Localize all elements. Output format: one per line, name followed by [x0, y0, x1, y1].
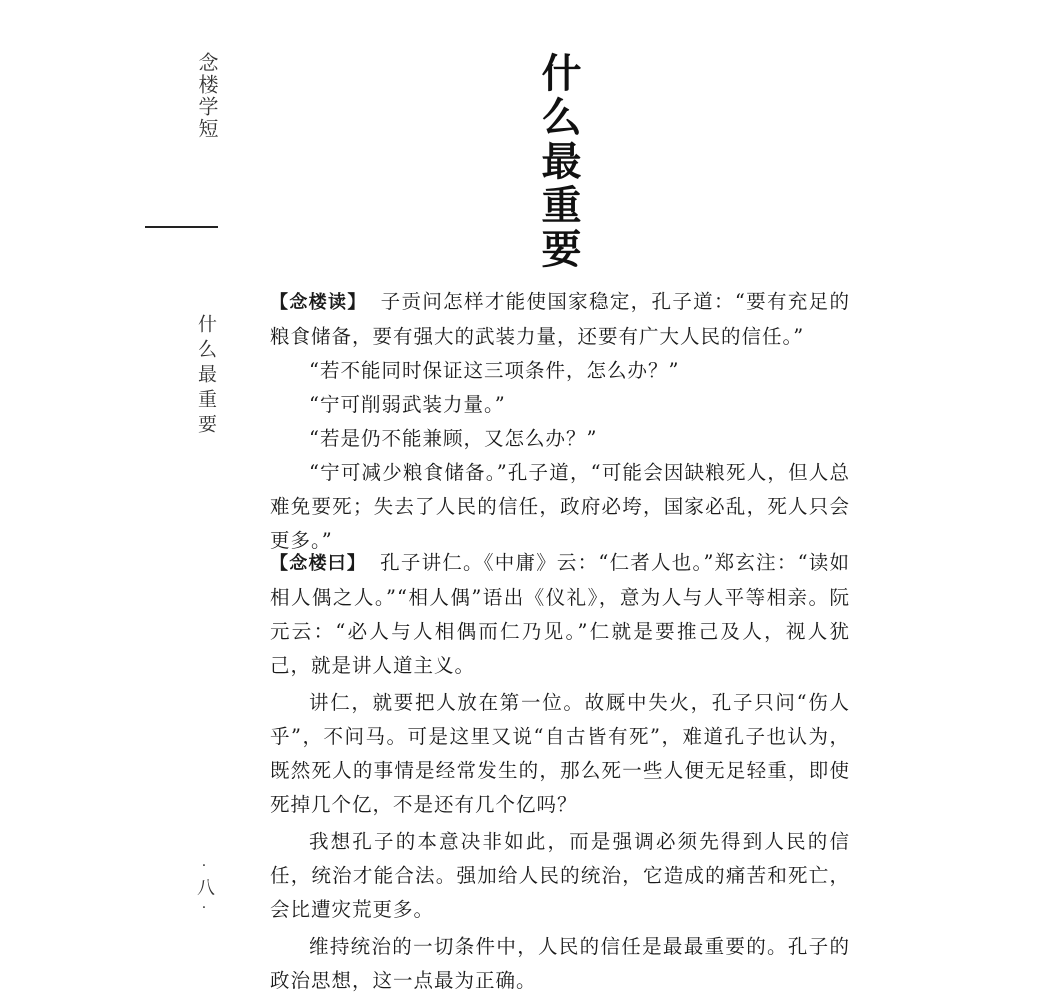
read-paragraph: “宁可削弱武装力量。” [309, 393, 506, 416]
read-label: 【念楼读】 [270, 292, 367, 313]
say-paragraph: 我想孔子的本意决非如此，而是强调必须先得到人民的信任，统治才能合法。强加给人民的统治，它造成的痛苦和死亡，会比遭灾荒更多。 [270, 830, 850, 921]
sidebar-divider [145, 226, 218, 228]
read-paragraph: “若不能同时保证这三项条件，怎么办？” [309, 359, 680, 382]
sidebar-chapter-title: 什么最重要 [195, 314, 217, 439]
say-paragraph: 维持统治的一切条件中，人民的信任是最最重要的。孔子的政治思想，这一点最为正确。 [270, 935, 850, 992]
page-number-value: 八 [194, 878, 215, 900]
book-title: 念楼学短 [195, 52, 219, 140]
read-section [270, 285, 850, 558]
read-paragraph: “若是仍不能兼顾，又怎么办？” [309, 427, 598, 450]
chapter-title: 什么最重要 [535, 52, 582, 272]
say-paragraph: 【念楼曰】 孔子讲仁。《中庸》云：“仁者人也。”郑玄注：“读如相人偶之人。”“相人偶”语出《仪礼》，意为人与人平等相亲。阮元云：“必人与人相偶而仁乃见。”仁就是要推己及人，视人犹己，就是讲人道主义。 [270, 551, 850, 677]
say-paragraph: 讲仁，就要把人放在第一位。故厩中失火，孔子只问“伤人乎”，不问马。可是这里又说“自古皆有死”，难道孔子也认为，既然死人的事情是经常发生的，那么死一些人便无足轻重，即使死掉几个亿，不是还有几个亿吗？ [270, 691, 850, 816]
read-paragraph: “宁可减少粮食储备。”孔子道，“可能会因缺粮死人，但人总难免要死；失去了人民的信任，政府必垮，国家必乱，死人只会更多。” [270, 461, 850, 552]
say-label: 【念楼曰】 [270, 553, 367, 574]
page-number: ·八· [194, 858, 215, 920]
read-paragraph: 【念楼读】 子贡问怎样才能使国家稳定，孔子道：“要有充足的粮食储备，要有强大的武装力量，还要有广大人民的信任。” [270, 290, 850, 348]
say-section [270, 546, 850, 998]
